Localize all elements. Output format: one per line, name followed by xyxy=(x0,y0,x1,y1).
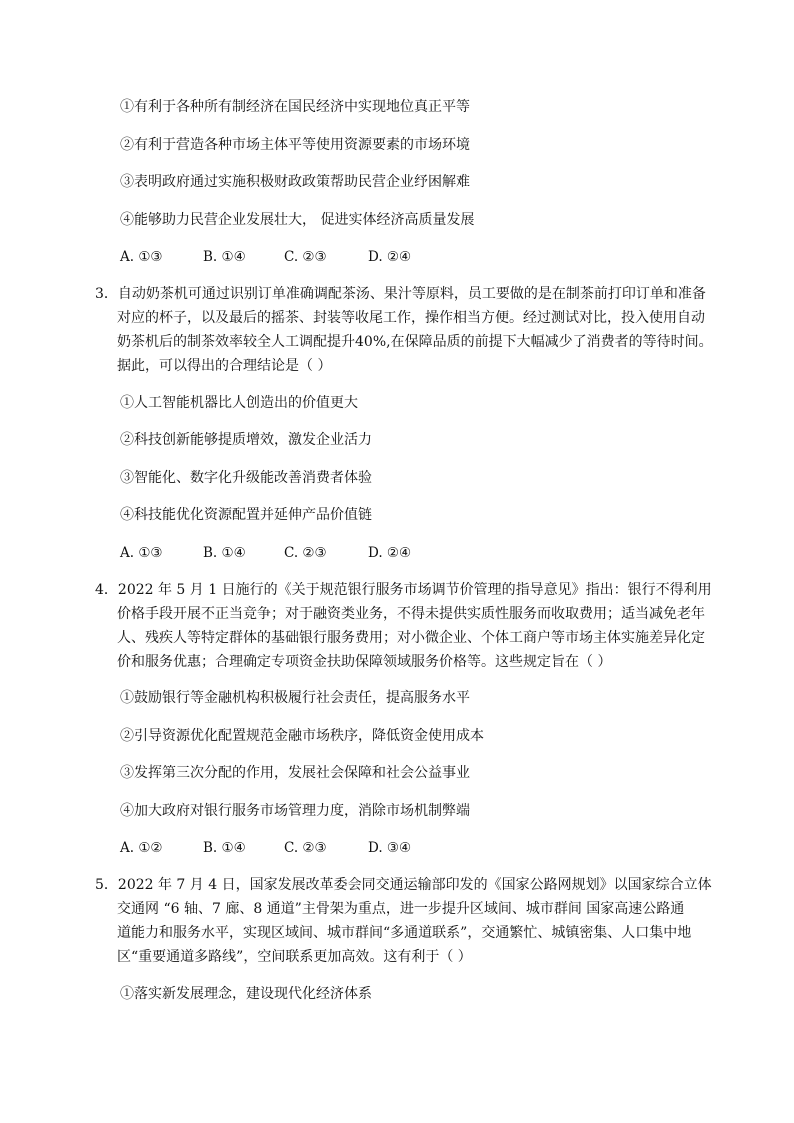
q2-choice-a: A. ①③ xyxy=(120,249,163,265)
q5-option-1: ①落实新发展理念，建设现代化经济体系 xyxy=(120,986,372,1002)
q2-choice-c: C. ②③ xyxy=(284,249,327,265)
q4-choice-a: A. ①② xyxy=(120,840,163,856)
q3-choice-b: B. ①④ xyxy=(203,545,246,561)
q3-option-4: ④科技能优化资源配置并延伸产品价值链 xyxy=(120,507,372,523)
q5-stem-line-2: 交通网 “6 轴、7 廊、8 通道”主骨架为重点，进一步提升区域间、城市群间 国家高速公路通 xyxy=(117,901,685,917)
q4-stem-line-4: 价和服务优惠；合理确定专项资金扶助保障领域服务价格等。这些规定旨在（ ） xyxy=(117,654,612,670)
q3-stem-line-2: 对应的杯子，以及最后的摇茶、封装等收尾工作，操作相当方便。经过测试对比，投入使用自动 xyxy=(117,310,705,326)
q4-stem-line-3: 人、残疾人等特定群体的基础银行服务费用；对小微企业、个体工商户等市场主体实施差异化定 xyxy=(117,630,705,646)
q3-option-3: ③智能化、数字化升级能改善消费者体验 xyxy=(120,470,372,486)
q2-option-4: ④能够助力民营企业发展壮大， 促进实体经济高质量发展 xyxy=(120,212,475,228)
q3-stem-line-4: 据此，可以得出的合理结论是（ ） xyxy=(117,358,332,374)
q3-option-2: ②科技创新能够提质增效，激发企业活力 xyxy=(120,432,372,448)
q4-choice-c: C. ②③ xyxy=(284,840,327,856)
q3-choice-a: A. ①③ xyxy=(120,545,163,561)
q2-choice-d: D. ②④ xyxy=(368,249,412,265)
q4-stem-line-2: 价格手段开展不正当竞争；对于融资类业务，不得未提供实质性服务而收取费用；适当减免老年 xyxy=(117,606,705,622)
q4-option-3: ③发挥第三次分配的作用，发展社会保障和社会公益事业 xyxy=(120,765,470,781)
q5-stem-line-4: 区“重要通道多路线”，空间联系更加高效。这有利于（ ） xyxy=(117,949,472,965)
q3-choice-d: D. ②④ xyxy=(368,545,412,561)
q4-choice-d: D. ③④ xyxy=(368,840,412,856)
q5-stem-line-3: 道能力和服务水平，实现区域间、城市群间“多通道联系”，交通繁忙、城镇密集、人口集中地 xyxy=(117,925,692,941)
q2-choices xyxy=(120,247,411,267)
q3-stem-line-1: 3．自动奶茶机可通过识别订单准确调配茶汤、果汁等原料，员工要做的是在制茶前打印订单和准备 xyxy=(95,286,706,302)
q4-choices xyxy=(120,838,411,858)
q3-choice-c: C. ②③ xyxy=(284,545,327,561)
q3-option-1: ①人工智能机器比人创造出的价值更大 xyxy=(120,395,358,411)
q2-option-1: ①有利于各种所有制经济在国民经济中实现地位真正平等 xyxy=(120,99,470,115)
q4-option-1: ①鼓励银行等金融机构积极履行社会责任，提高服务水平 xyxy=(120,690,470,706)
q4-choice-b: B. ①④ xyxy=(203,840,246,856)
q2-option-3: ③表明政府通过实施积极财政政策帮助民营企业纾困解难 xyxy=(120,174,470,190)
q4-stem-line-1: 4．2022 年 5 月 1 日施行的《关于规范银行服务市场调节价管理的指导意见》指出：银行不得利用 xyxy=(95,582,712,598)
q5-stem-line-1: 5．2022 年 7 月 4 日，国家发展改革委会同交通运输部印发的《国家公路网规划》以国家综合立体 xyxy=(95,877,712,893)
q4-option-2: ②引导资源优化配置规范金融市场秩序，降低资金使用成本 xyxy=(120,728,484,744)
q4-option-4: ④加大政府对银行服务市场管理力度，消除市场机制弊端 xyxy=(120,803,470,819)
q2-choice-b: B. ①④ xyxy=(203,249,246,265)
q2-option-2: ②有利于营造各种市场主体平等使用资源要素的市场环境 xyxy=(120,137,470,153)
q3-stem-line-3: 奶茶机后的制茶效率较全人工调配提升40%,在保障品质的前提下大幅减少了消费者的等待时间。 xyxy=(117,334,713,350)
q3-choices xyxy=(120,543,411,563)
